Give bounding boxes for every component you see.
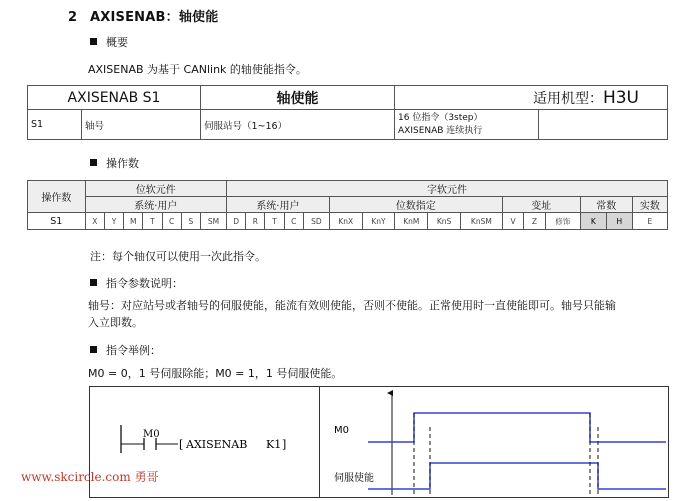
cell-z: Z xyxy=(524,213,545,230)
cell-m: M xyxy=(124,213,143,230)
cell-t: T xyxy=(143,213,162,230)
word-elements: 字软元件 xyxy=(226,181,667,197)
m0-waveform xyxy=(368,413,666,442)
index-reg: 变址 xyxy=(502,197,580,213)
bullet-square-icon xyxy=(90,279,97,286)
col-operand: 操作数 xyxy=(28,181,86,213)
signal-m0: M0 xyxy=(334,425,349,436)
cell-x: X xyxy=(85,213,104,230)
bullet-square-icon xyxy=(90,38,97,45)
cell-kns: KnS xyxy=(428,213,461,230)
operand-s1: S1 xyxy=(28,110,82,140)
watermark: www.skcircle.com 勇哥 xyxy=(21,470,159,484)
step-info: 16 位指令（3step） AXISENAB 连续执行 xyxy=(395,110,539,140)
operands-heading: 操作数 xyxy=(90,155,139,171)
overview-heading: 概要 xyxy=(90,34,128,50)
arg-label: K1 xyxy=(266,438,282,451)
title-prefix: AXISENAB： xyxy=(89,10,179,25)
cell-sm: SM xyxy=(200,213,226,230)
constant: 常数 xyxy=(580,197,632,213)
bracket-close: ] xyxy=(282,438,287,451)
operand-table xyxy=(27,180,668,230)
example-diagram xyxy=(89,386,669,498)
contact-label: M0 xyxy=(143,429,160,440)
operand-desc: 伺服站号（1~16） xyxy=(201,110,395,140)
cell-c: C xyxy=(162,213,181,230)
row-s1: S1 xyxy=(28,213,86,230)
sys-user-word: 系统·用户 xyxy=(226,197,329,213)
real-number: 实数 xyxy=(632,197,667,213)
example-heading: 指令举例： xyxy=(90,342,161,358)
cell-e: E xyxy=(632,213,667,230)
instr-name: AXISENAB S1 xyxy=(28,86,201,110)
cell-knx: KnX xyxy=(329,213,362,230)
empty-cell xyxy=(539,110,668,140)
bullet-square-icon xyxy=(90,159,97,166)
sys-user-bit: 系统·用户 xyxy=(85,197,226,213)
cell-knsm: KnSM xyxy=(460,213,502,230)
example-text: M0 = 0，1 号伺服除能；M0 = 1，1 号伺服使能。 xyxy=(88,367,343,380)
cell-h: H xyxy=(606,213,632,230)
bit-elements: 位软元件 xyxy=(85,181,226,197)
bit-specified: 位数指定 xyxy=(329,197,502,213)
note-text: 注：每个轴仅可以使用一次此指令。 xyxy=(90,250,266,263)
cell-k: K xyxy=(580,213,606,230)
section-title: 2 AXISENAB：轴使能 xyxy=(68,10,219,25)
cell-d: D xyxy=(226,213,245,230)
title-main: 轴使能 xyxy=(178,10,219,25)
cell-kny: KnY xyxy=(362,213,395,230)
bracket-open: [ xyxy=(179,438,184,451)
cell-c2: C xyxy=(284,213,303,230)
cell-y: Y xyxy=(104,213,123,230)
instruction-table xyxy=(27,85,668,140)
bullet-square-icon xyxy=(90,346,97,353)
instr-label: AXISENAB xyxy=(186,438,248,451)
cell-modifier: 修饰 xyxy=(545,213,580,230)
params-desc: 轴号：对应站号或者轴号的伺服使能，能流有效则使能，否则不使能。正常使用时一直使能即可。轴号只能输 入立即数。 xyxy=(88,299,616,329)
servo-waveform xyxy=(368,463,666,489)
instr-model: 适用机型：H3U xyxy=(395,86,668,110)
cell-s: S xyxy=(181,213,200,230)
cell-knm: KnM xyxy=(395,213,428,230)
operand-name: 轴号 xyxy=(82,110,201,140)
cell-t2: T xyxy=(265,213,284,230)
params-heading: 指令参数说明： xyxy=(90,275,183,291)
cell-v: V xyxy=(502,213,523,230)
signal-servo-enable: 伺服使能 xyxy=(334,473,374,484)
timing-diagram xyxy=(320,387,667,497)
instr-func: 轴使能 xyxy=(201,86,395,110)
overview-text: AXISENAB 为基于 CANlink 的轴使能指令。 xyxy=(88,63,307,76)
cell-r: R xyxy=(246,213,265,230)
cell-sd: SD xyxy=(303,213,329,230)
